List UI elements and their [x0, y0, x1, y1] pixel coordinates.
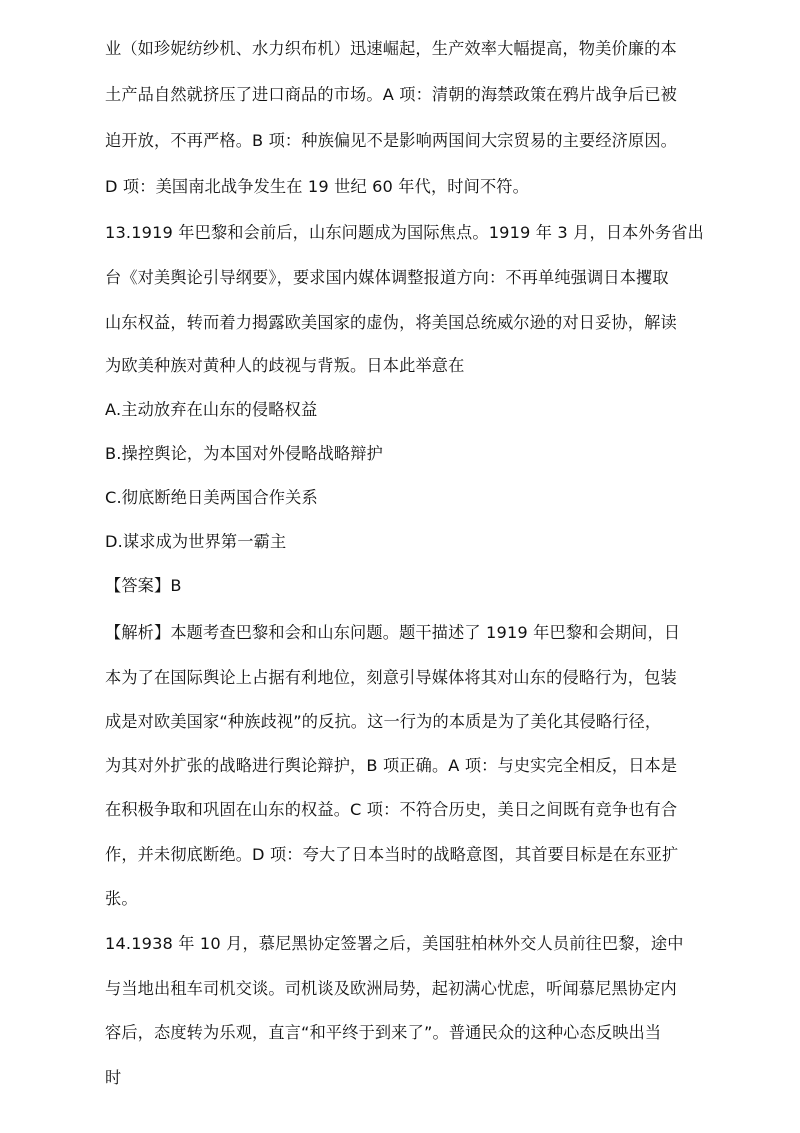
answer-line: 【答案】B [105, 576, 182, 595]
text-line: 本为了在国际舆论上占据有利地位，刻意引导媒体将其对山东的侵略行为，包装 [105, 668, 677, 687]
option-d: D.谋求成为世界第一霸主 [105, 532, 287, 551]
text-line: 张。 [105, 889, 138, 908]
text-line: 在积极争取和巩固在山东的权益。C 项：不符合历史，美日之间既有竞争也有合 [105, 800, 678, 819]
option-a: A.主动放弃在山东的侵略权益 [105, 400, 318, 419]
text-line: 为欧美种族对黄种人的歧视与背叛。日本此举意在 [105, 356, 465, 375]
text-line: 土产品自然就挤压了进口商品的市场。A 项：清朝的海禁政策在鸦片战争后已被 [105, 85, 677, 104]
text-line: D 项：美国南北战争发生在 19 世纪 60 年代，时间不符。 [105, 177, 529, 196]
text-line: 与当地出租车司机交谈。司机谈及欧洲局势，起初满心忧虑，听闻慕尼黑协定内 [105, 979, 677, 998]
option-b: B.操控舆论，为本国对外侵略战略辩护 [105, 444, 383, 463]
text-line: 为其对外扩张的战略进行舆论辩护，B 项正确。A 项：与史实完全相反，日本是 [105, 756, 678, 775]
text-line: 时 [105, 1068, 122, 1087]
text-line: 迫开放，不再严格。B 项：种族偏见不是影响两国间大宗贸易的主要经济原因。 [105, 131, 678, 150]
question-13-line: 13.1919 年巴黎和会前后，山东问题成为国际焦点。1919 年 3 月，日本外务省出 [105, 223, 704, 242]
option-c: C.彻底断绝日美两国合作关系 [105, 488, 318, 507]
text-line: 山东权益，转而着力揭露欧美国家的虚伪，将美国总统威尔逊的对日妥协，解读 [105, 313, 677, 332]
analysis-line: 【解析】本题考查巴黎和会和山东问题。题干描述了 1919 年巴黎和会期间，日 [105, 623, 681, 642]
text-line: 业（如珍妮纺纱机、水力织布机）迅速崛起，生产效率大幅提高，物美价廉的本 [105, 39, 677, 58]
text-line: 容后，态度转为乐观，直言“和平终于到来了”。普通民众的这种心态反映出当 [105, 1023, 662, 1042]
text-line: 台《对美舆论引导纲要》，要求国内媒体调整报道方向：不再单纯强调日本攫取 [105, 268, 669, 287]
question-14-line: 14.1938 年 10 月，慕尼黑协定签署之后，美国驻柏林外交人员前往巴黎，途中 [105, 934, 684, 953]
text-line: 作，并未彻底断绝。D 项：夸大了日本当时的战略意图，其首要目标是在东亚扩 [105, 845, 679, 864]
text-line: 成是对欧美国家“种族歧视”的反抗。这一行为的本质是为了美化其侵略行径， [105, 712, 662, 731]
